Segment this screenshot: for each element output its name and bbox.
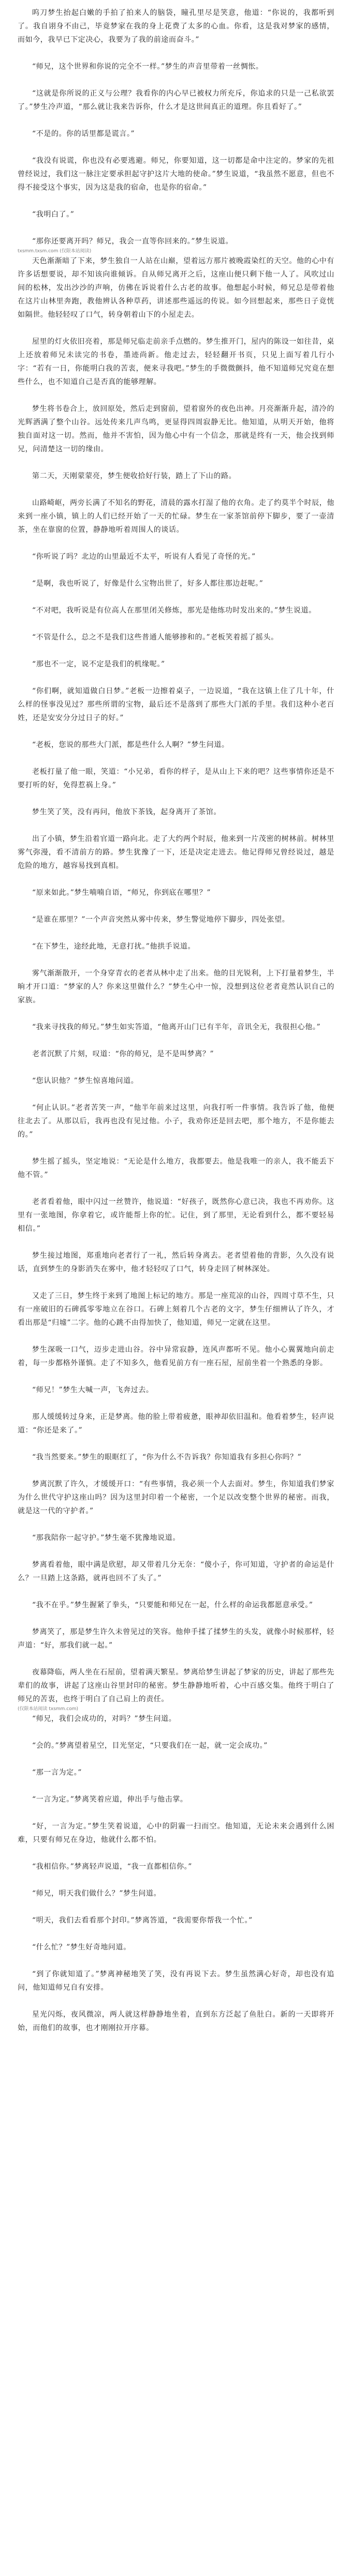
story-paragraph: “是啊，我也听说了，好像是什么宝物出世了，好多人都往那边赶呢。” [32, 580, 263, 588]
paragraph-spacer [18, 141, 334, 154]
story-paragraph: “你们啊，就知道做白日梦。”老板一边擦着桌子，一边说道，“我在这镇上住了几十年，什么样的怪事没见过？那些所谓的宝物，最后还不是落到了那些大门派的手里。我们这种小老百姓，还是安安分分过日子的好。” [18, 687, 334, 722]
paragraph-spacer [18, 752, 334, 765]
paragraph-spacer [18, 617, 334, 631]
story-paragraph: 老板打量了他一眼，笑道：“小兄弟，看你的样子，是从山上下来的吧？这些事情你还是不要打听的好，免得惹祸上身。” [18, 768, 334, 789]
story-paragraph: 梦生深吸一口气，迈步走进山谷。谷中异常寂静，连风声都听不见。他小心翼翼地向前走着，每一步都格外谨慎。走了不知多久，他看见前方有一座石屋，屋前坐着一个熟悉的身影。 [18, 1346, 334, 1367]
paragraph-spacer [18, 590, 334, 604]
story-paragraph: 出了小镇，梦生沿着官道一路向北。走了大约两个时辰，他来到一片茂密的树林前。树林里雾气弥漫，看不清前方的路。梦生犹豫了一下，还是决定走进去。他记得师兄曾经说过，越是危险的地方，越容易找到真相。 [18, 835, 334, 870]
paragraph-spacer [18, 483, 334, 496]
story-paragraph: “不对吧，我听说是有位高人在那里闭关修炼，那光是他练功时发出来的。”梦生说道。 [32, 606, 316, 615]
story-paragraph: “我明白了。” [32, 210, 75, 219]
paragraph-spacer [18, 1236, 334, 1249]
paragraph-spacer [18, 873, 334, 886]
paragraph-spacer [18, 1726, 334, 1739]
paragraph-spacer [18, 1612, 334, 1625]
story-paragraph: “师兄，明天我们做什么？”梦生问道。 [32, 1889, 162, 1898]
paragraph-spacer [18, 1585, 334, 1598]
paragraph-spacer [18, 221, 334, 235]
story-paragraph: “是谁在那里？”一个声音突然从雾中传来，梦生警觉地停下脚步，四处张望。 [32, 916, 290, 924]
paragraph-spacer [18, 1545, 334, 1558]
paragraph-spacer [18, 456, 334, 469]
paragraph-spacer [18, 644, 334, 658]
story-paragraph: 梦离笑了，那是梦生许久未曾见过的笑容。他伸手揉了揉梦生的头发，就像小时候那样，轻声道：“好，那我们就一起。” [18, 1628, 334, 1650]
paragraph-spacer [18, 1518, 334, 1531]
story-paragraph: 老者沉默了片刻，叹道：“你的师兄，是不是叫梦离？” [32, 1050, 214, 1058]
paragraph-spacer [18, 1397, 334, 1410]
paragraph-spacer [18, 194, 334, 208]
story-paragraph: 梦生将书卷合上，放回原处，然后走到窗前，望着窗外的夜色出神。月亮渐渐升起，清冷的光辉洒满了整个山谷。远处传来几声鸟鸣，更显得四周寂静无比。他知道，从明天开始，他将独自面对这一切。然而，他并不害怕，因为他心中有一个信念，那就是终有一天，他会找到师兄，问清楚这一切的缘由。 [18, 405, 334, 453]
paragraph-spacer [18, 322, 334, 335]
paragraph-spacer [18, 1330, 334, 1343]
paragraph-spacer [18, 1873, 334, 1887]
story-paragraph: “不管是什么，总之不是我们这些普通人能够掺和的。”老板笑着摇了摇头。 [32, 633, 278, 642]
story-paragraph: “师兄，这个世界和你说的完全不一样。”梦生的声音里带着一丝惆怅。 [32, 63, 263, 71]
story-paragraph: 梦离看着他，眼中满是欣慰，却又带着几分无奈：“傻小子，你可知道，守护者的命运是什么？一旦踏上这条路，就再也回不了头了。” [18, 1561, 334, 1582]
story-paragraph: 天色渐渐暗了下来，梦生独自一人站在山巅，望着远方那片被晚霞染红的天空。他的心中有许多话想要说，却不知该向谁倾诉。自从师兄离开之后，这座山便只剩下他一人了。风吹过山间的松林，发出沙沙的声响，仿佛在诉说着什么古老的故事。他想起小时候，师兄总是带着他在这片山林里奔跑，教他辨认各种草药，讲述那些遥远的传说。如今回想起来，那些日子竟恍如隔世。他轻轻叹了口气，转身朝着山下的小屋走去。 [18, 257, 334, 319]
paragraph-spacer [18, 389, 334, 402]
story-paragraph: “我当然要来。”梦生的眼眶红了，“你为什么不告诉我？你知道我有多担心你吗？” [32, 1453, 302, 1461]
paragraph-spacer [18, 1464, 334, 1477]
paragraph-spacer [18, 819, 334, 832]
paragraph-spacer [18, 114, 334, 127]
paragraph-spacer [18, 671, 334, 684]
paragraph-spacer [18, 1847, 334, 1860]
paragraph-spacer [18, 1752, 334, 1766]
paragraph-spacer [18, 1779, 334, 1793]
paragraph-spacer [18, 73, 334, 87]
story-paragraph: 梦生接过地图，郑重地向老者行了一礼，然后转身离去。老者望着他的背影，久久没有说话，直到梦生的身影消失在雾中，他才轻轻叹了口气，转身走回了树林深处。 [18, 1252, 334, 1273]
paragraph-spacer [18, 563, 334, 577]
story-paragraph: “老板，您说的那些大门派，都是些什么人啊？”梦生问道。 [32, 741, 229, 749]
paragraph-spacer [18, 792, 334, 805]
paragraph-spacer [18, 953, 334, 967]
story-paragraph: “明天，我们去看看那个封印。”梦离答道，“我需要你帮我一个忙。” [32, 1916, 253, 1925]
paragraph-spacer [18, 1007, 334, 1020]
story-paragraph: “我没有说谎，你也没有必要逃避。师兄，你要知道，这一切都是命中注定的。梦家的先祖曾经说过，我们这一脉注定要承担起守护这片大地的使命。”梦生说道，“我虽然不愿意，但也不得不接受这个事实，因为这是我的宿命，也是你的宿命。” [18, 157, 334, 192]
story-paragraph: “好，一言为定。”梦生笑着说道，心中的阴霾一扫而空。他知道，无论未来会遇到什么困难，只要有师兄在身边，他就什么都不怕。 [18, 1822, 334, 1844]
story-paragraph: “您认识他？”梦生惊喜地问道。 [32, 1077, 139, 1085]
paragraph-spacer [18, 537, 334, 550]
story-paragraph: 第二天，天刚蒙蒙亮，梦生便收拾好行装，踏上了下山的路。 [32, 472, 237, 480]
story-paragraph: “这就是你所说的正义与公理？我看你的内心早已被权力所充斥，你追求的只是一己私欲罢了。”梦生冷声道，“那么就让我来告诉你，什么才是这世间真正的道理。你且看好了。” [18, 89, 334, 111]
story-paragraph: “那我陪你一起守护。”梦生毫不犹豫地说道。 [32, 1534, 180, 1542]
story-paragraph: 又走了三日，梦生终于来到了地图上标记的地方。那是一座荒凉的山谷，四周寸草不生，只有一座破旧的石碑孤零零地立在谷口。石碑上刻着几个古老的文字，梦生仔细辨认了许久，才看出那是“归墟”二字。他的心跳不由得加快了，他知道，师兄一定就在这里。 [18, 1292, 334, 1327]
story-paragraph: 星光闪烁，夜风微凉，两人就这样静静地坐着，直到东方泛起了鱼肚白。新的一天即将开始，而他们的故事，也才刚刚拉开序幕。 [18, 2010, 334, 2032]
story-paragraph: “到了你就知道了。”梦离神秘地笑了笑，没有再说下去。梦生虽然满心好奇，却也没有追问，他知道师兄自有安排。 [18, 1970, 334, 1992]
paragraph-spacer [18, 1141, 334, 1155]
paragraph-spacer [18, 1806, 334, 1820]
story-paragraph: “那你还要离开吗？师兄，我会一直等你回来的。”梦生说道。 [32, 237, 233, 246]
paragraph-spacer [18, 1994, 334, 2008]
story-paragraph: “在下梦生，途经此地，无意打扰。”他拱手说道。 [32, 942, 196, 951]
story-paragraph: “师兄！”梦生大喊一声，飞奔过去。 [32, 1386, 154, 1394]
story-paragraph: 老者看着他，眼中闪过一丝赞许，他说道：“好孩子，既然你心意已决，我也不再劝你。这里有一张地图，你拿着它，或许能帮上你的忙。记住，到了那里，无论看到什么，都不要轻易相信。” [18, 1198, 334, 1233]
story-paragraph: “我不在乎。”梦生握紧了拳头，“只要能和师兄在一起，什么样的命运我都愿意承受。” [32, 1601, 313, 1609]
site-watermark: txsmm.txsm.com (仅限本站阅读) [18, 249, 92, 254]
story-paragraph: “那一言为定。” [32, 1769, 82, 1777]
story-paragraph: “你听说了吗？北边的山里最近不太平，听说有人看见了奇怪的光。” [32, 553, 256, 561]
story-paragraph: 梦生摇了摇头，坚定地说：“无论是什么地方，我都要去。他是我唯一的亲人，我不能丢下他不管。” [18, 1157, 334, 1179]
paragraph-spacer [18, 1370, 334, 1383]
paragraph-spacer [18, 1182, 334, 1195]
paragraph-spacer [18, 926, 334, 940]
story-paragraph: “会的。”梦离望着星空，目光坚定，“只要我们在一起，就一定会成功。” [32, 1742, 268, 1750]
story-paragraph: 夜幕降临，两人坐在石屋前，望着满天繁星。梦离给梦生讲起了梦家的历史，讲起了那些先辈们的故事，讲起了这座山谷里封印的秘密。梦生静静地听着，心中百感交集。他终于明白了师兄的苦衷，也终于明白了自己肩上的责任。 [18, 1668, 334, 1703]
story-paragraph: “师兄，我们会成功的，对吗？”梦生问道。 [32, 1715, 177, 1723]
story-paragraph: 山路崎岖，两旁长满了不知名的野花，清晨的露水打湿了他的衣角。走了约莫半个时辰，他来到一座小镇，镇上的人们已经开始了一天的忙碌。梦生在一家茶馆前停下脚步，要了一壶清茶，坐在靠窗的位置，静静地听着周围人的谈话。 [18, 499, 334, 534]
paragraph-spacer [18, 1276, 334, 1289]
story-paragraph: “我相信你。”梦离轻声说道，“我一直都相信你。” [32, 1863, 193, 1871]
story-paragraph: 屋里的灯火依旧亮着，那是师兄临走前亲手点燃的。梦生推开门，屋内的陈设一如往昔，桌上还放着师兄未读完的书卷，墨迹尚新。他走过去，轻轻翻开书页，只见上面写着几行小字：“若有一日，你能明白我的苦衷，便来寻我吧。”梦生的手微微颤抖，他不知道师兄究竟在想些什么，也不知道自己是否真的能够理解。 [18, 338, 334, 386]
story-paragraph: “那也不一定，说不定是我们的机缘呢。” [32, 660, 165, 668]
paragraph-spacer [18, 900, 334, 913]
paragraph-spacer [18, 1437, 334, 1451]
paragraph-spacer [18, 725, 334, 738]
paragraph-spacer [18, 1088, 334, 1101]
paragraph-spacer [18, 1061, 334, 1074]
paragraph-spacer [18, 1954, 334, 1968]
paragraph-spacer [18, 1034, 334, 1047]
story-paragraph: 梦离沉默了许久，才缓缓开口：“有些事情，我必须一个人去面对。梦生，你知道我们梦家为什么世代守护这座山吗？因为这里封印着一个秘密，一个足以改变整个世界的秘密。而我，就是这一代的守护者。” [18, 1480, 334, 1515]
story-paragraph: “何止认识。”老者苦笑一声，“他半年前来过这里，向我打听一件事情。我告诉了他，他便往北去了。从那以后，我再也没有见过他。小子，我劝你还是回去吧，那个地方，不是你能去的。” [18, 1104, 334, 1139]
paragraph-spacer [18, 47, 334, 60]
story-paragraph: 梦生笑了笑，没有再问，他放下茶钱，起身离开了茶馆。 [32, 808, 221, 816]
site-watermark: (仅限本站阅读 txsmm.com) [18, 1706, 79, 1712]
story-paragraph: 那人缓缓转过身来，正是梦离。他的脸上带着疲惫，眼神却依旧温和。他看着梦生，轻声说道：“你还是来了。” [18, 1413, 334, 1435]
paragraph-spacer [18, 1927, 334, 1941]
story-paragraph: “一言为定。”梦离笑着应道，伸出手与他击掌。 [32, 1795, 188, 1804]
paragraph-spacer [18, 1900, 334, 1914]
story-paragraph: “原来如此。”梦生喃喃自语，“师兄，你到底在哪里？” [32, 889, 211, 897]
story-paragraph: 呜刀梦生抬起白嫩的手拍了拍来人的脑袋，瞳孔里尽是笑意，他道：“你说的，我都听到了。我自诩身不由己，毕竟梦家在我的身上花费了太多的心血。你看，这是我对梦家的感情，而如今，我早已下定决心，我要为了我的前途而奋斗。” [18, 9, 334, 44]
story-paragraph: 雾气渐渐散开，一个身穿青衣的老者从林中走了出来。他的目光锐利，上下打量着梦生，半晌才开口道：“梦家的人？你来这里做什么？”梦生心中一惊，没想到这位老者竟然认识自己的家族。 [18, 969, 334, 1004]
paragraph-spacer [18, 1652, 334, 1666]
story-paragraph: “什么忙？”梦生好奇地问道。 [32, 1943, 131, 1952]
story-paragraph: “不是的。你的话里都是谎言。” [32, 130, 135, 138]
story-paragraph: “我来寻找我的师兄。”梦生如实答道，“他离开山门已有半年，音讯全无，我很担心他。” [32, 1023, 321, 1031]
